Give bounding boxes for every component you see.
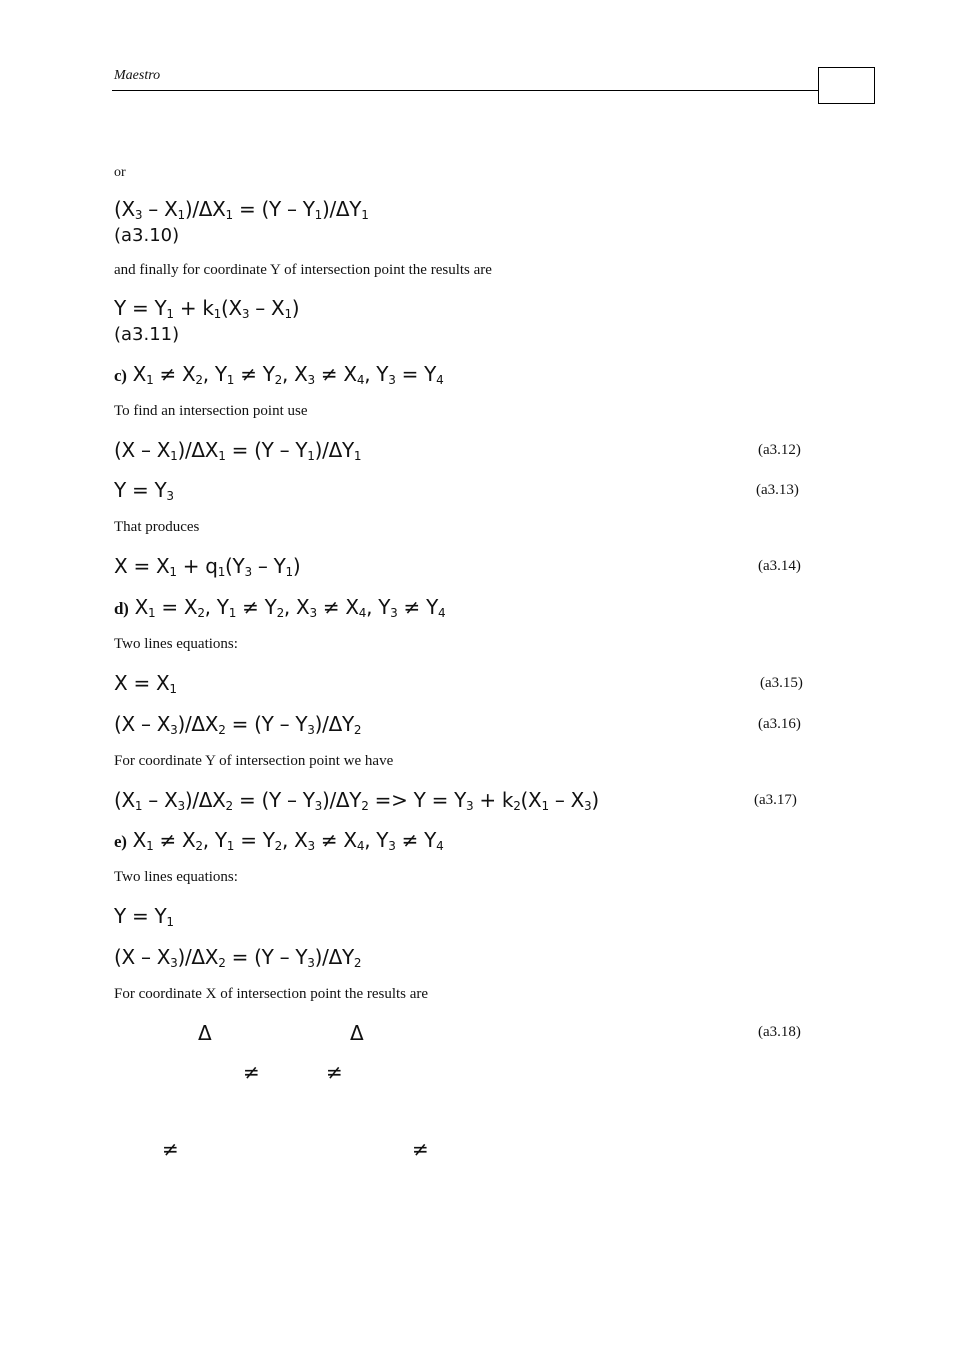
text-or: or — [114, 165, 126, 180]
equation-a3-16: $(X - X_3)/\Delta X_2 = (Y - Y_3)/\Delta Y_2$ — [114, 712, 362, 737]
subscript: 3 — [307, 723, 315, 737]
equation-number-a3-15: (a3.15) — [760, 675, 803, 691]
subscript: 1 — [148, 606, 156, 620]
subscript: 3 — [166, 489, 174, 503]
subscript: 3 — [134, 208, 143, 222]
subscript: 1 — [213, 307, 221, 321]
equation-a3-15: $X = X_1$ — [114, 671, 177, 696]
text-produces: That produces — [114, 519, 200, 535]
subscript: 1 — [541, 799, 549, 813]
equation-number-a3-17: (a3.17) — [754, 792, 797, 808]
subscript: 2 — [218, 956, 226, 970]
subscript: 1 — [285, 565, 293, 579]
subscript: 1 — [226, 839, 235, 853]
subscript: 4 — [356, 839, 365, 853]
case-c-label: c) — [114, 366, 127, 385]
subscript: 1 — [217, 565, 226, 579]
subscript: 3 — [584, 799, 592, 813]
subscript: 1 — [284, 307, 292, 321]
text-coord-x: For coordinate X of intersection point the results are — [114, 986, 429, 1002]
not-equal-symbol: ≠ — [412, 1137, 429, 1161]
subscript: 1 — [218, 449, 226, 463]
page-header-title: Maestro — [114, 68, 161, 83]
subscript: 1 — [228, 606, 237, 620]
case-d-label: d) — [114, 599, 129, 618]
equation-number-a3-16: (a3.16) — [758, 716, 801, 732]
delta-symbol: Δ — [198, 1021, 212, 1045]
subscript: 2 — [274, 373, 282, 387]
case-e-conditions: $X_1 \ne X_2$, $Y_1 = Y_2$, $X_3 \ne X_4$, $Y_3 \ne Y_4$ — [132, 828, 444, 853]
equation-a3-14: $X = X_1 + q_1(Y_3 - Y_1)$ — [114, 554, 301, 579]
subscript: 4 — [436, 373, 444, 387]
text-coord-y: For coordinate Y of intersection point we have — [114, 753, 394, 769]
page-number-box — [818, 67, 875, 104]
case-e-heading — [114, 828, 443, 852]
subscript: 2 — [361, 799, 369, 813]
subscript: 1 — [134, 799, 143, 813]
subscript: 3 — [177, 799, 185, 813]
subscript: 3 — [390, 606, 398, 620]
equation-number-a3-11: (a3.11) — [114, 324, 180, 345]
subscript: 3 — [307, 373, 315, 387]
subscript: 3 — [309, 606, 317, 620]
not-equal-symbol: ≠ — [243, 1060, 260, 1084]
subscript: 1 — [307, 449, 315, 463]
subscript: 4 — [358, 606, 367, 620]
subscript: 1 — [177, 208, 185, 222]
equation-e-line-1: $Y = Y_1$ — [114, 904, 174, 929]
subscript: 2 — [274, 839, 282, 853]
subscript: 2 — [353, 956, 362, 970]
subscript: 3 — [307, 956, 315, 970]
equation-number-a3-14: (a3.14) — [758, 558, 801, 574]
subscript: 3 — [170, 956, 178, 970]
subscript: 4 — [438, 606, 446, 620]
subscript: 3 — [388, 839, 396, 853]
subscript: 3 — [307, 839, 315, 853]
subscript: 2 — [276, 606, 284, 620]
subscript: 2 — [225, 799, 233, 813]
equation-number-a3-10: (a3.10) — [114, 225, 180, 246]
equation-a3-12: $(X - X_1)/\Delta X_1 = (Y - Y_1)/\Delta Y_1$ — [114, 438, 362, 463]
case-d-heading — [114, 595, 445, 619]
not-equal-symbol: ≠ — [162, 1137, 179, 1161]
subscript: 2 — [197, 606, 205, 620]
case-e-label: e) — [114, 832, 127, 851]
text-two-lines-2: Two lines equations: — [114, 869, 238, 885]
equation-e-line-2: $(X - X_3)/\Delta X_2 = (Y - Y_3)/\Delta Y_2$ — [114, 945, 362, 970]
equation-a3-17: $(X_1 - X_3)/\Delta X_2 = (Y - Y_3)/\Delta Y_2 => Y = Y_3 + k_2(X_1 - X_3)$ — [114, 788, 599, 813]
subscript: 4 — [356, 373, 365, 387]
subscript: 3 — [244, 565, 252, 579]
subscript: 1 — [169, 682, 177, 696]
equation-a3-11: $Y = Y_1 + k_1(X_3 - X_1)$ — [114, 296, 300, 321]
subscript: 1 — [353, 449, 362, 463]
case-d-conditions: $X_1 = X_2$, $Y_1 \ne Y_2$, $X_3 \ne X_4$, $Y_3 \ne Y_4$ — [134, 595, 446, 620]
case-c-heading — [114, 362, 443, 386]
equation-number-a3-18: (a3.18) — [758, 1024, 801, 1040]
subscript: 3 — [466, 799, 474, 813]
subscript: 3 — [241, 307, 250, 321]
subscript: 1 — [146, 373, 154, 387]
subscript: 2 — [513, 799, 521, 813]
subscript: 4 — [436, 839, 444, 853]
subscript: 2 — [218, 723, 226, 737]
text-two-lines-1: Two lines equations: — [114, 636, 238, 652]
delta-symbol: Δ — [350, 1021, 364, 1045]
subscript: 1 — [170, 449, 178, 463]
text-find: To find an intersection point use — [114, 403, 308, 419]
subscript: 1 — [225, 208, 233, 222]
equation-number-a3-12: (a3.12) — [758, 442, 801, 458]
subscript: 2 — [195, 373, 203, 387]
subscript: 1 — [166, 915, 174, 929]
subscript: 1 — [361, 208, 369, 222]
equation-a3-10: $(X_3 - X_1)/\Delta X_1 = (Y - Y_1)/\Delta Y_1$ — [114, 197, 369, 222]
subscript: 1 — [169, 565, 177, 579]
subscript: 3 — [170, 723, 178, 737]
subscript: 1 — [226, 373, 235, 387]
equation-number-a3-13: (a3.13) — [756, 482, 799, 498]
header-rule — [112, 90, 818, 91]
subscript: 1 — [146, 839, 154, 853]
subscript: 2 — [353, 723, 362, 737]
subscript: 2 — [195, 839, 203, 853]
subscript: 1 — [314, 208, 322, 222]
subscript: 1 — [166, 307, 174, 321]
text-finally: and finally for coordinate Y of intersection point the results are — [114, 262, 492, 278]
case-c-conditions: $X_1 \ne X_2$, $Y_1 \ne Y_2$, $X_3 \ne X_4$, $Y_3 = Y_4$ — [132, 362, 444, 387]
equation-a3-13: $Y = Y_3$ — [114, 478, 174, 503]
subscript: 3 — [388, 373, 396, 387]
subscript: 3 — [314, 799, 322, 813]
not-equal-symbol: ≠ — [326, 1060, 343, 1084]
